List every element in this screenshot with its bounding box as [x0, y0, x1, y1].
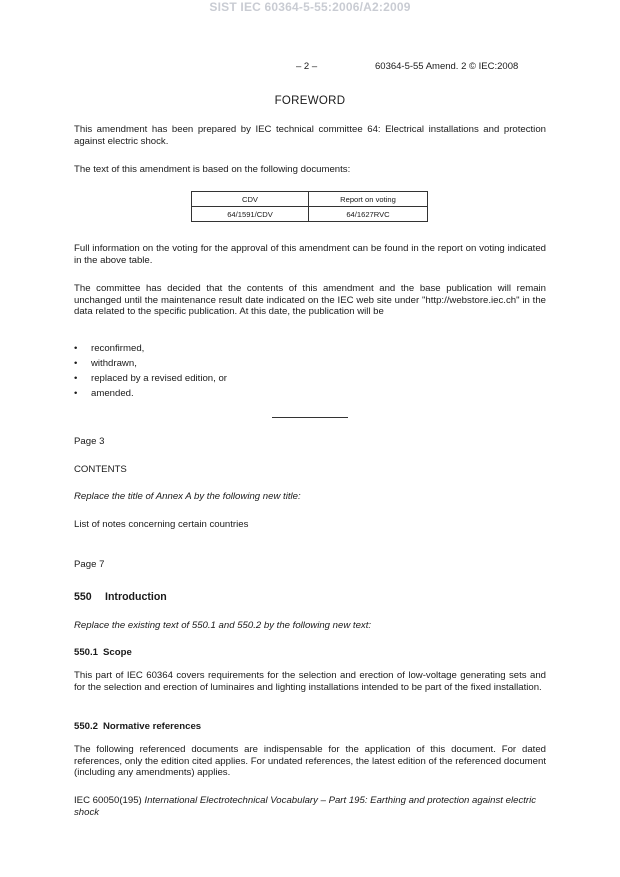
reference-entry: [74, 795, 546, 818]
table-cell-cdv: 64/1591/CDV: [192, 207, 309, 222]
list-item-text: reconfirmed,: [91, 343, 145, 354]
list-item-text: replaced by a revised edition, or: [91, 373, 227, 384]
watermark: SIST IEC 60364-5-55:2006/A2:2009: [209, 0, 411, 14]
voting-paragraph: Full information on the voting for the approval of this amendment can be found in the report on voting indicated in the above table.: [74, 243, 546, 266]
list-item: [74, 356, 227, 371]
section-number: 550: [74, 591, 92, 603]
replace-instruction: Replace the existing text of 550.1 and 550.2 by the following new text:: [74, 620, 372, 631]
section-5501-heading: [74, 647, 132, 658]
list-item-text: amended.: [91, 388, 134, 399]
table-header-row: [192, 192, 428, 207]
table-header-report: Report on voting: [309, 192, 428, 207]
list-item-text: withdrawn,: [91, 358, 137, 369]
section-number: 550.1: [74, 647, 99, 658]
section-divider: [272, 417, 348, 418]
section-title: Scope: [103, 647, 132, 658]
based-on-text: The text of this amendment is based on the following documents:: [74, 164, 351, 175]
annex-new-title: List of notes concerning certain countries: [74, 519, 249, 530]
table-header-cdv: CDV: [192, 192, 309, 207]
references-paragraph: The following referenced documents are indispensable for the application of this document. For dated references, only the edition cited applies. For undated references, the latest edition of the referenced document (including any amendments) applies.: [74, 744, 546, 779]
table-cell-rvc: 64/1627RVC: [309, 207, 428, 222]
documents-table: [191, 191, 428, 222]
foreword-title: FOREWORD: [274, 95, 346, 107]
list-item: [74, 371, 227, 386]
bullet-icon: •: [74, 343, 78, 354]
page-7-label: Page 7: [74, 559, 105, 570]
committee-paragraph: The committee has decided that the contents of this amendment and the base publication will remain unchanged until the maintenance result date indicated on the IEC web site under "http://webstore.iec.ch" in the data related to the specific publication. At this date, the publication will be: [74, 283, 546, 318]
section-number: 550.2: [74, 721, 99, 732]
bullet-icon: •: [74, 388, 78, 399]
reference-title: International Electrotechnical Vocabulary – Part 195: Earthing and protection against electric shock: [74, 795, 537, 818]
scope-paragraph: This part of IEC 60364 covers requirements for the selection and erection of low-voltage generating sets and for the selection and erection of luminaires and lighting installations intended to be part of the fixed installation.: [74, 670, 546, 693]
list-item: [74, 341, 227, 356]
section-550-heading: [74, 591, 167, 603]
bullet-icon: •: [74, 373, 78, 384]
reference-code: IEC 60050(195): [74, 795, 142, 806]
annex-instruction: Replace the title of Annex A by the following new title:: [74, 491, 301, 502]
contents-heading: CONTENTS: [74, 464, 127, 475]
intro-paragraph: This amendment has been prepared by IEC technical committee 64: Electrical installations and protection against electric shock.: [74, 124, 546, 147]
table-row: [192, 207, 428, 222]
bullet-icon: •: [74, 358, 78, 369]
page-3-label: Page 3: [74, 436, 105, 447]
section-title: Normative references: [103, 721, 202, 732]
section-5502-heading: [74, 721, 201, 732]
publication-options-list: [74, 341, 227, 401]
document-id: 60364-5-55 Amend. 2 © IEC:2008: [375, 61, 519, 72]
list-item: [74, 386, 227, 401]
page-number: – 2 –: [296, 61, 318, 72]
section-title: Introduction: [105, 591, 167, 603]
